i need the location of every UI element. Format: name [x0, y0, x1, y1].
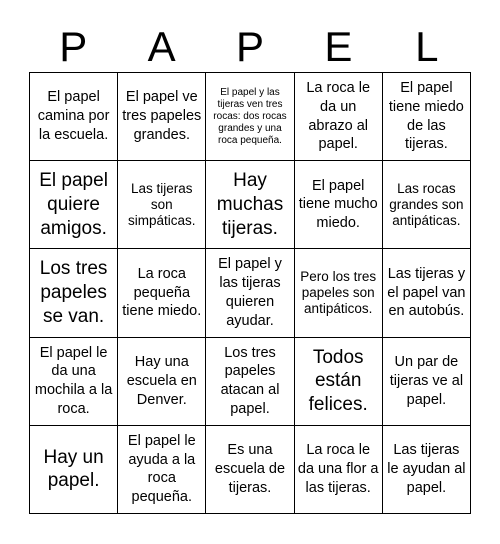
header-letter-p: P	[59, 23, 88, 70]
header-letter-a: A	[147, 23, 176, 70]
bingo-cell[interactable]: Las tijeras son simpáticas.	[118, 161, 206, 249]
bingo-cell[interactable]: Las tijeras le ayudan al papel.	[383, 426, 471, 514]
bingo-cell[interactable]: Hay muchas tijeras.	[206, 161, 294, 249]
bingo-cell[interactable]: Hay un papel.	[30, 426, 118, 514]
header-letter-l: L	[415, 23, 439, 70]
bingo-cell[interactable]: El papel tiene miedo de las tijeras.	[383, 73, 471, 161]
bingo-cell[interactable]: La roca le da una flor a las tijeras.	[295, 426, 383, 514]
header-letter-e: E	[324, 23, 353, 70]
bingo-cell[interactable]: Las rocas grandes son antipáticas.	[383, 161, 471, 249]
bingo-cell[interactable]: Todos están felices.	[295, 338, 383, 426]
bingo-cell[interactable]: Un par de tijeras ve al papel.	[383, 338, 471, 426]
bingo-cell[interactable]: El papel ve tres papeles grandes.	[118, 73, 206, 161]
bingo-cell[interactable]: Los tres papeles se van.	[30, 249, 118, 337]
bingo-cell[interactable]: Es una escuela de tijeras.	[206, 426, 294, 514]
bingo-cell[interactable]: El papel tiene mucho miedo.	[295, 161, 383, 249]
bingo-cell[interactable]: Pero los tres papeles son antipáticos.	[295, 249, 383, 337]
bingo-cell[interactable]: El papel quiere amigos.	[30, 161, 118, 249]
bingo-cell[interactable]: El papel y las tijeras quieren ayudar.	[206, 249, 294, 337]
bingo-cell[interactable]: El papel y las tijeras ven tres rocas: dos rocas grandes y una roca pequeña.	[206, 73, 294, 161]
bingo-header	[29, 22, 471, 72]
bingo-cell[interactable]: La roca pequeña tiene miedo.	[118, 249, 206, 337]
bingo-cell[interactable]: El papel le ayuda a la roca pequeña.	[118, 426, 206, 514]
bingo-cell[interactable]: Las tijeras y el papel van en autobús.	[383, 249, 471, 337]
bingo-grid	[29, 72, 471, 514]
bingo-cell[interactable]: El papel camina por la escuela.	[30, 73, 118, 161]
bingo-cell[interactable]: El papel le da una mochila a la roca.	[30, 338, 118, 426]
bingo-cell[interactable]: Los tres papeles atacan al papel.	[206, 338, 294, 426]
bingo-cell[interactable]: Hay una escuela en Denver.	[118, 338, 206, 426]
bingo-cell[interactable]: La roca le da un abrazo al papel.	[295, 73, 383, 161]
header-letter-p-2: P	[236, 23, 265, 70]
